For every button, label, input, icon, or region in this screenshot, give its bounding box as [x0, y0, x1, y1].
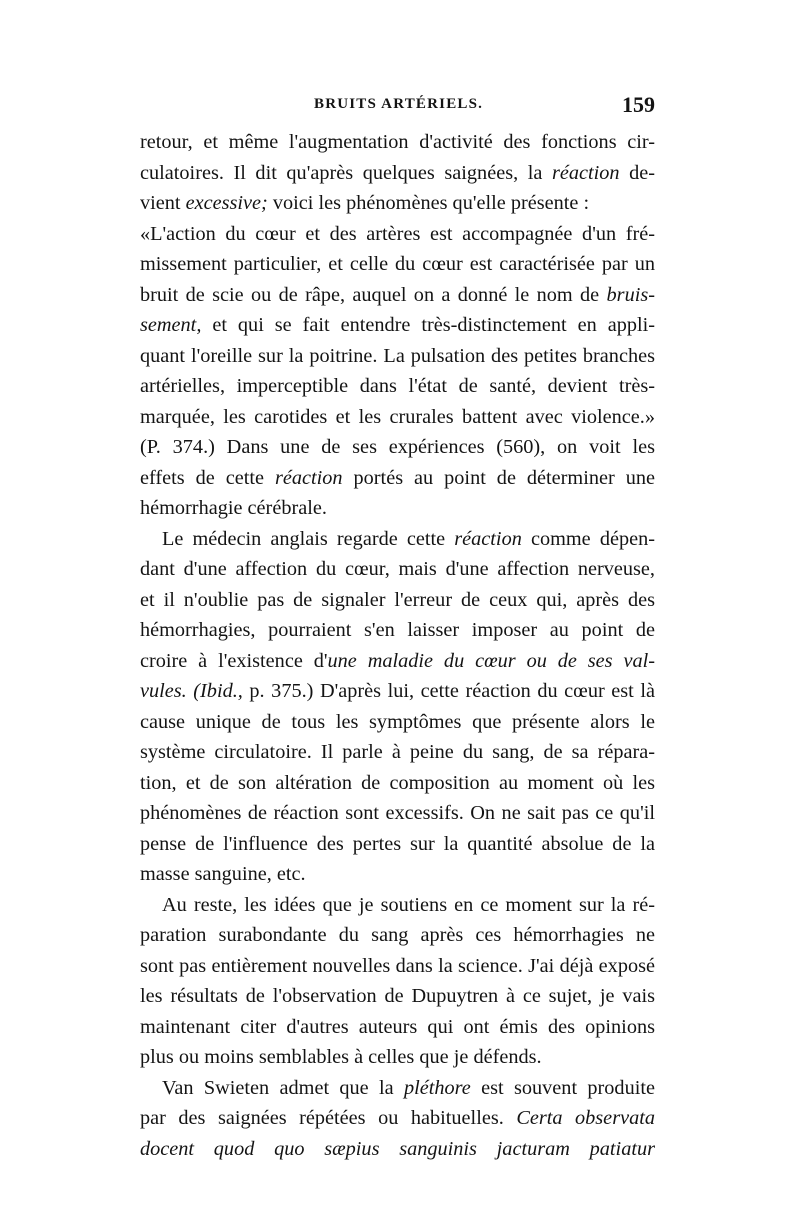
text-line: paration surabondante du sang après ces hémorrhagies ne [140, 924, 655, 946]
italic-phrase: bruis- [606, 283, 655, 306]
italic-phrase: sement, [140, 314, 202, 336]
running-title: BRUITS ARTÉRIELS. [314, 96, 484, 112]
text-line: maintenant citer d'autres auteurs qui ont émis des opinions [140, 1015, 655, 1038]
italic-phrase: réaction [454, 527, 522, 550]
text-line: retour, et même l'augmentation d'activité des fonctions cir- [140, 131, 655, 153]
text-line: Le médecin anglais regarde cette réaction comme dépen- [162, 527, 655, 550]
text-line: vient excessive; voici les phénomènes qu'elle présente : [140, 192, 590, 214]
text-line: plus ou moins semblables à celles que je défends. [140, 1046, 542, 1068]
text-line: effets de cette réaction portés au point de déterminer une [140, 466, 655, 489]
body-text [140, 127, 655, 1164]
text-line: artérielles, imperceptible dans l'état de santé, devient très- [140, 375, 655, 397]
italic-phrase: excessive; [185, 192, 268, 214]
page-number: 159 [622, 92, 655, 117]
text-line: vules. (Ibid., p. 375.) D'après lui, cette réaction du cœur est là [140, 680, 655, 702]
text-line: masse sanguine, etc. [140, 863, 306, 885]
text-line: «L'action du cœur et des artères est accompagnée d'un fré- [140, 222, 655, 245]
italic-phrase: une maladie du cœur ou de ses val- [327, 649, 655, 672]
text-line: Van Swieten admet que la pléthore est souvent produite [162, 1076, 655, 1099]
text-line: par des saignées répétées ou habituelles. Certa observata [140, 1107, 655, 1129]
text-line: système circulatoire. Il parle à peine du sang, de sa répara- [140, 741, 655, 763]
text-line: dant d'une affection du cœur, mais d'une affection nerveuse, [140, 558, 655, 580]
text-line: culatoires. Il dit qu'après quelques saignées, la réaction de- [140, 161, 655, 184]
text-line: missement particulier, et celle du cœur est caractérisée par un [140, 253, 655, 275]
text-line: tion, et de son altération de composition au moment où les [140, 771, 655, 794]
text-line: bruit de scie ou de râpe, auquel on a donné le nom de bruis- [140, 283, 655, 306]
text-line: pense de l'influence des pertes sur la quantité absolue de la [140, 832, 655, 855]
text-line: croire à l'existence d'une maladie du cœur ou de ses val- [140, 649, 655, 672]
text-line: quant l'oreille sur la poitrine. La pulsation des petites branches [140, 344, 655, 367]
text-line: phénomènes de réaction sont excessifs. On ne sait pas ce qu'il [140, 802, 655, 824]
text-line: les résultats de l'observation de Dupuytren à ce sujet, je vais [140, 985, 655, 1007]
italic-phrase: pléthore [403, 1076, 471, 1099]
italic-phrase: réaction [274, 466, 343, 489]
italic-phrase: vules. (Ibid., [140, 680, 243, 702]
page-header [140, 92, 655, 122]
text-line: (P. 374.) Dans une de ses expériences (560), on voit les [140, 436, 655, 458]
text-line: sont pas entièrement nouvelles dans la science. J'ai déjà exposé [140, 954, 655, 977]
italic-phrase: docent quod quo sæpius sanguinis jacturam patiatur [140, 1137, 655, 1160]
text-line: marquée, les carotides et les crurales battent avec violence.» [140, 405, 655, 428]
text-line: Au reste, les idées que je soutiens en ce moment sur la ré- [162, 893, 655, 916]
italic-phrase: Certa observata [516, 1107, 655, 1129]
text-line: et il n'oublie pas de signaler l'erreur de ceux qui, après des [140, 588, 655, 611]
italic-phrase: réaction [551, 161, 620, 184]
text-line: sement, et qui se fait entendre très-distinctement en appli- [140, 314, 655, 336]
text-line: hémorrhagie cérébrale. [140, 497, 327, 519]
text-line: hémorrhagies, pourraient s'en laisser imposer au point de [140, 619, 655, 641]
text-line [140, 1134, 655, 1165]
text-line: cause unique de tous les symptômes que présente alors le [140, 710, 655, 733]
